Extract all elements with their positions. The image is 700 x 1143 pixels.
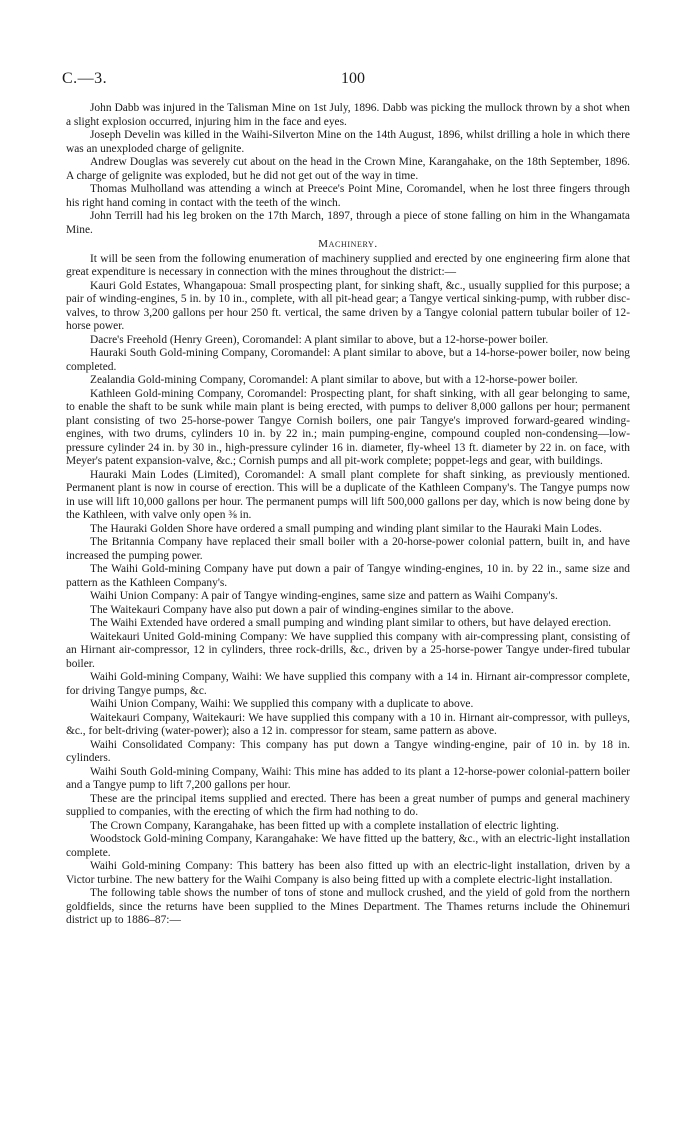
paragraph: Woodstock Gold-mining Company, Karangahake: We have fitted up the battery, &c., with an electric-light installation complete. — [66, 833, 630, 859]
paragraph: Joseph Develin was killed in the Waihi-Silverton Mine on the 14th August, 1896, whilst drilling a hole in which there was an unexploded charge of gelignite. — [66, 129, 630, 155]
paragraph: Waihi Gold-mining Company, Waihi: We have supplied this company with a 14 in. Hirnant air-compressor complete, for driving Tangye pumps, &c. — [66, 671, 630, 697]
paragraph: Waitekauri Company, Waitekauri: We have supplied this company with a 10 in. Hirnant air-compressor, with pulleys, &c., for belt-driving (water-power); also a 12 in. compressor for steam, same pattern as above. — [66, 711, 630, 737]
page-number: 100 — [341, 70, 365, 87]
paragraph: Kathleen Gold-mining Company, Coromandel: Prospecting plant, for shaft sinking, with all gear belonging to same, to enable the shaft to be sunk while main plant is being erected, with pumps to deliver 8,000 gallons per hour; permanent plant consisting of two 25-horse-power Tangye Cornish boilers, one pair Tangye's improved forward-geared winding-engines, with two drums, cylinders 10 in. by 22 in.; main pumping-engine, compound coupled non-condensing—low-pressure cylinder 24 in. by 30 in., high-pressure cylinder 16 in. diameter, fly-wheel 13 ft. diameter by 22 in. on face, with Meyer's patent expansion-valve, &c.; Cornish pumps and all pit-work complete; poppet-legs and gear, with buildings. — [66, 387, 630, 467]
paragraph: The Waihi Extended have ordered a small pumping and winding plant similar to others, but have delayed erection. — [90, 617, 612, 629]
paragraph: The Hauraki Golden Shore have ordered a small pumping and winding plant similar to the Hauraki Main Lodes. — [90, 522, 602, 535]
paragraph: Waitekauri United Gold-mining Company: We have supplied this company with air-compressing plant, consisting of an Hirnant air-compressor, 12 in cylinders, three rock-drills, &c., driven by a 25-horse-power Tangye under-fired tubular boiler. — [66, 630, 630, 670]
paragraph: Dacre's Freehold (Henry Green), Coromandel: A plant similar to above, but a 12-horse-power boiler. — [90, 333, 549, 346]
paragraph: John Dabb was injured in the Talisman Mine on 1st July, 1896. Dabb was picking the mullock thrown by a shot when a slight explosion occurred, injuring him in the face and eyes. — [66, 102, 630, 128]
paragraph: The Waihi Gold-mining Company have put down a pair of Tangye winding-engines, 10 in. by 22 in., same size and pattern as the Kathleen Company's. — [66, 563, 630, 589]
paragraph: These are the principal items supplied and erected. There has been a great number of pumps and general machinery supplied to companies, with the erecting of which the firm had nothing to do. — [66, 792, 630, 818]
paragraph: Waihi Gold-mining Company: This battery has been also fitted up with an electric-light installation, driven by a Victor turbine. The new battery for the Waihi Company is also being fitted up with a complete electric-light installation. — [66, 860, 630, 886]
paragraph: Hauraki Main Lodes (Limited), Coromandel: A small plant complete for shaft sinking, as previously mentioned. Permanent plant is now in course of erection. This will be a duplicate of the Kathleen Company's. The Tangye pumps now in use will lift 10,000 gallons per hour. The permanent pumps will lift 500,000 gallons per day, which is now being done by the Kathleen, with valve only open ⅜ in. — [66, 468, 630, 521]
section-reference: C.—3. — [62, 70, 108, 87]
paragraph: Andrew Douglas was severely cut about on the head in the Crown Mine, Karangahake, on the 18th September, 1896. A charge of gelignite was exploded, but he did not get out of the way in time. — [66, 156, 630, 182]
paragraph: Thomas Mulholland was attending a winch at Preece's Point Mine, Coromandel, when he lost three fingers through his right hand coming in contact with the teeth of the winch. — [66, 183, 630, 209]
section-heading-machinery: Machinery. — [318, 238, 378, 250]
body-text — [66, 102, 630, 928]
paragraph: Zealandia Gold-mining Company, Coromandel: A plant similar to above, but with a 12-horse-power boiler. — [90, 374, 578, 386]
paragraph: Waihi Union Company: A pair of Tangye winding-engines, same size and pattern as Waihi Company's. — [90, 590, 558, 602]
paragraph: Waihi Consolidated Company: This company has put down a Tangye winding-engine, pair of 10 in. by 18 in. cylinders. — [66, 738, 630, 764]
paragraph: The Crown Company, Karangahake, has been fitted up with a complete installation of electric lighting. — [90, 819, 559, 832]
paragraph: The Waitekauri Company have also put down a pair of winding-engines similar to the above. — [90, 603, 514, 616]
paragraph: The following table shows the number of tons of stone and mullock crushed, and the yield of gold from the northern goldfields, since the returns have been supplied to the Mines Department. The Thames returns include the Ohinemuri district up to 1886–87:— — [66, 887, 630, 926]
paragraph: The Britannia Company have replaced their small boiler with a 20-horse-power colonial pattern, built in, and have increased the pumping power. — [66, 536, 630, 562]
paragraph: It will be seen from the following enumeration of machinery supplied and erected by one engineering firm alone that great expenditure is necessary in connection with the mines throughout the district:— — [66, 252, 630, 278]
paragraph: John Terrill had his leg broken on the 17th March, 1897, through a piece of stone falling on him in the Whangamata Mine. — [66, 210, 630, 236]
paragraph: Waihi Union Company, Waihi: We supplied this company with a duplicate to above. — [90, 698, 474, 710]
paragraph: Hauraki South Gold-mining Company, Coromandel: A plant similar to above, but a 14-horse-power boiler, now being completed. — [66, 347, 630, 373]
paragraph: Kauri Gold Estates, Whangapoua: Small prospecting plant, for sinking shaft, &c., usually supplied for this purpose; a pair of winding-engines, 5 in. by 10 in., complete, with all pit-head gear; a Tangye vertical sinking-pump, with rubber disc-valves, to throw 3,200 gallons per hour 250 ft. vertical, the same driven by a Tangye colonial pattern tubular boiler of 12-horse power. — [66, 279, 630, 332]
paragraph: Waihi South Gold-mining Company, Waihi: This mine has added to its plant a 12-horse-power colonial-pattern boiler and a Tangye pump to lift 7,200 gallons per hour. — [66, 765, 630, 791]
